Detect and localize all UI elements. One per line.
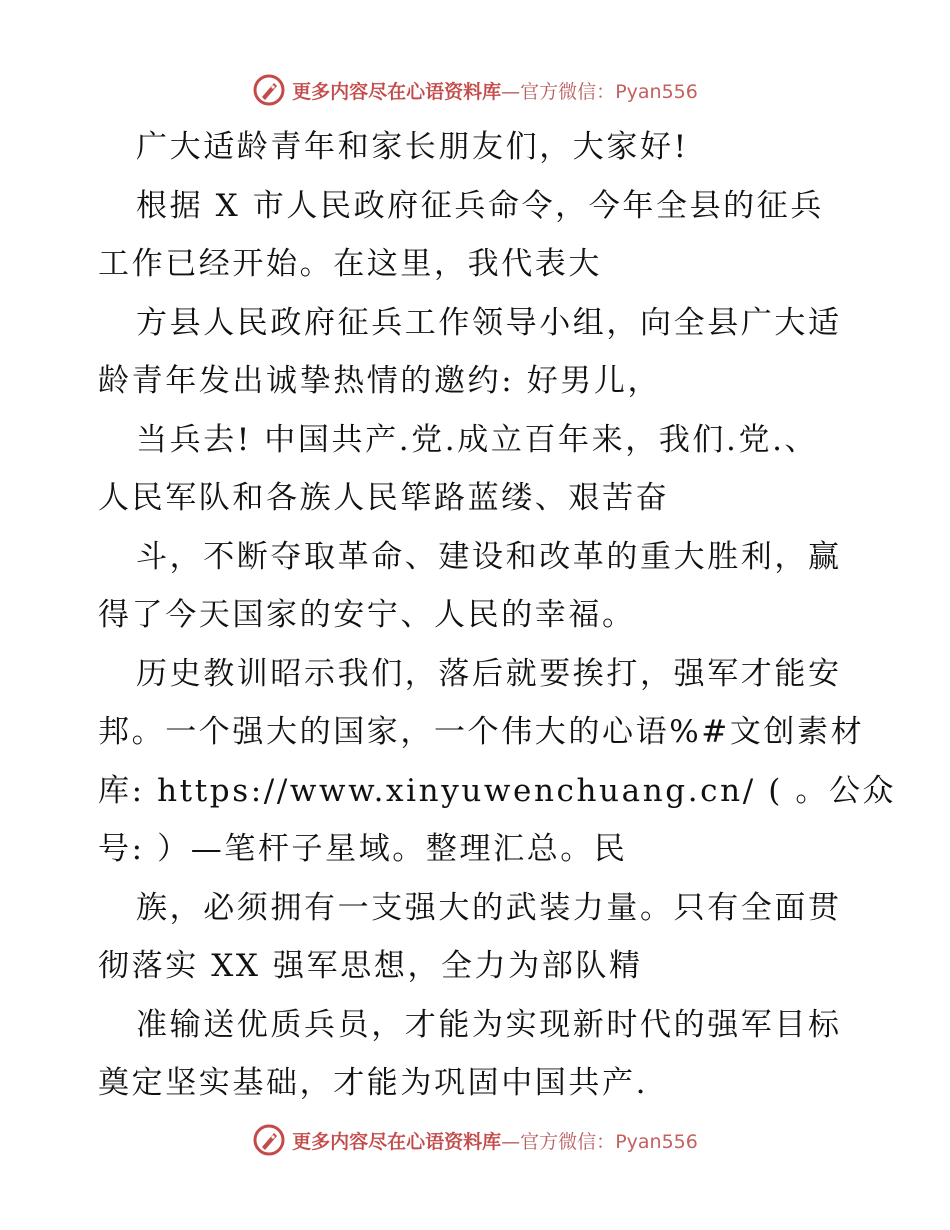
body-line: 工作已经开始。在这里，我代表大 (98, 246, 602, 282)
body-line: 人民军队和各族人民筚路蓝缕、艰苦奋 (98, 480, 670, 516)
body-line: 号: ）—笔杆子星域。整理汇总。民 (98, 831, 628, 867)
pen-nib-icon (252, 73, 286, 107)
body-line: 奠定坚实基础，才能为巩固中国共产. (98, 1065, 649, 1101)
header-banner (0, 70, 950, 110)
pen-nib-icon (252, 1123, 286, 1157)
footer-banner-text (292, 1127, 698, 1154)
body-line: 库: https://www.xinyuwenchuang.cn/ ( 。公众 (98, 772, 897, 809)
footer-banner (0, 1120, 950, 1160)
footer-handle: Pyan556 (615, 1130, 698, 1153)
header-banner-text (292, 77, 698, 104)
body-line: 方县人民政府征兵工作领导小组，向全县广大适 (136, 304, 842, 341)
document-body (98, 118, 897, 1113)
body-line: 邦。一个强大的国家，一个伟大的心语%#文创素材 (98, 714, 865, 750)
footer-label: 官方微信： (520, 1130, 616, 1153)
body-line: 斗，不断夺取革命、建设和改革的重大胜利，赢 (136, 538, 842, 575)
header-brand: 更多内容尽在心语资料库 (292, 80, 502, 103)
body-line: 彻落实 XX 强军思想，全力为部队精 (98, 948, 643, 984)
footer-separator: — (501, 1130, 521, 1153)
body-line: 龄青年发出诚挚热情的邀约: 好男儿， (98, 363, 662, 399)
header-handle: Pyan556 (615, 80, 698, 103)
body-line: 当兵去! 中国共产.党.成立百年来，我们.党.、 (136, 421, 819, 458)
footer-brand: 更多内容尽在心语资料库 (292, 1130, 502, 1153)
body-line: 族，必须拥有一支强大的武装力量。只有全面贯 (136, 889, 842, 926)
header-separator: — (501, 80, 521, 103)
body-line: 广大适龄青年和家长朋友们，大家好! (136, 129, 689, 165)
body-line: 准输送优质兵员，才能为实现新时代的强军目标 (136, 1006, 842, 1043)
body-line: 历史教训昭示我们，落后就要挨打，强军才能安 (136, 655, 842, 692)
header-label: 官方微信： (520, 80, 616, 103)
body-line: 得了今天国家的安宁、人民的幸福。 (98, 597, 636, 633)
body-line: 根据 X 市人民政府征兵命令，今年全县的征兵 (136, 187, 824, 224)
